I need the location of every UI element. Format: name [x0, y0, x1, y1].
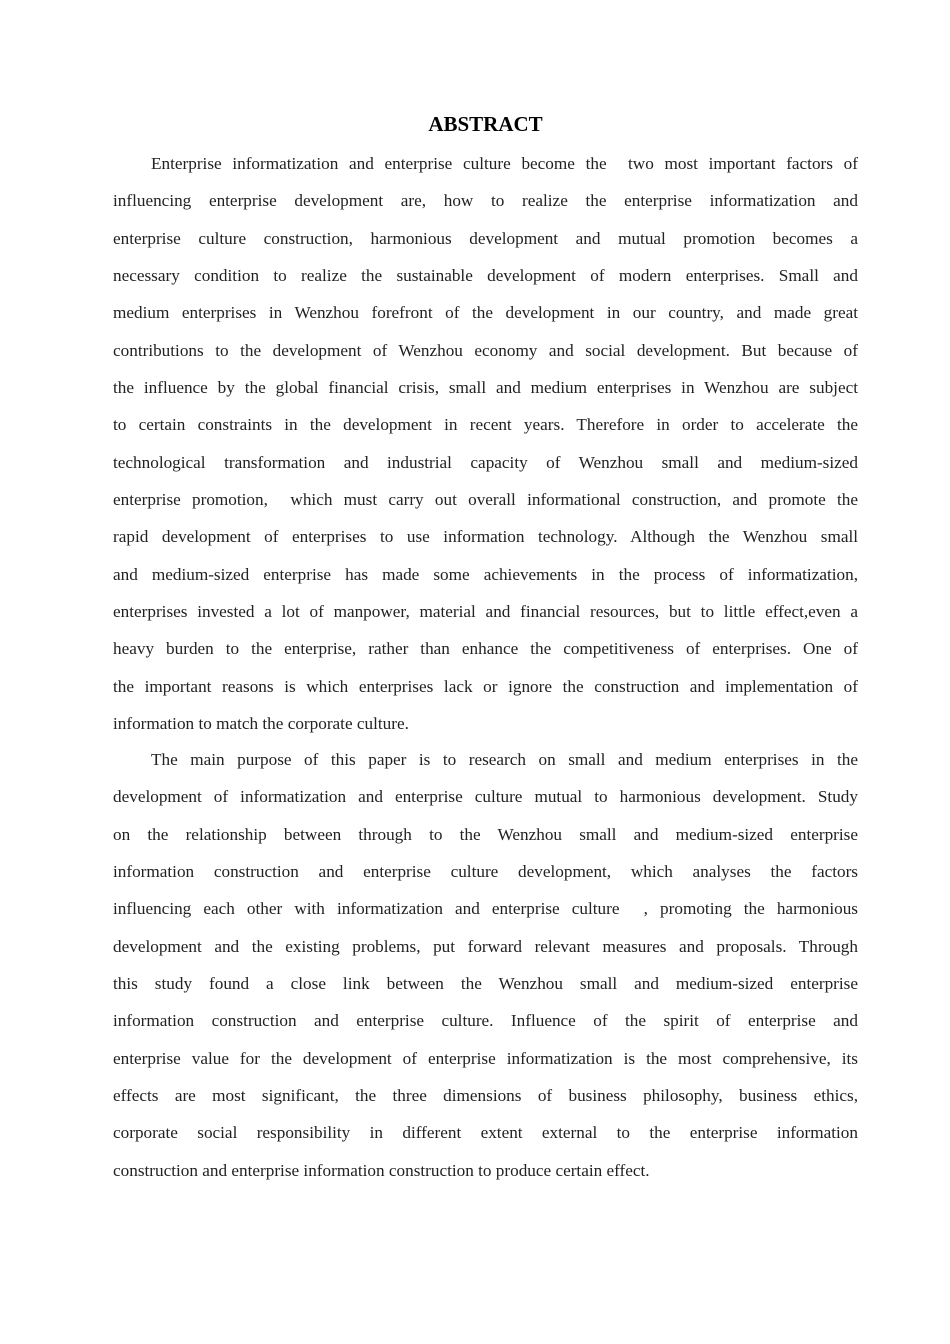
abstract-paragraph-2: [113, 741, 858, 1189]
text-line: rapid development of enterprises to use information technology. Although the Wenzhou small: [113, 527, 858, 547]
text-line: heavy burden to the enterprise, rather than enhance the competitiveness of enterprises. One of: [113, 639, 858, 659]
text-line: to certain constraints in the development in recent years. Therefore in order to accelerate the: [113, 415, 858, 435]
text-line: information construction and enterprise culture. Influence of the spirit of enterprise and: [113, 1011, 858, 1031]
text-line: technological transformation and industrial capacity of Wenzhou small and medium-sized: [113, 452, 858, 472]
text-line: The main purpose of this paper is to research on small and medium enterprises in the: [151, 750, 858, 769]
text-line: and medium-sized enterprise has made some achievements in the process of informatization,: [113, 564, 858, 584]
text-line: Enterprise informatization and enterprise culture become the two most important factors of: [151, 154, 858, 173]
text-line: enterprise promotion, which must carry out overall informational construction, and promote the: [113, 490, 858, 510]
text-line: construction and enterprise information construction to produce certain effect.: [113, 1160, 650, 1180]
text-line: development of informatization and enterprise culture mutual to harmonious development. Study: [113, 787, 858, 807]
abstract-paragraph-1: [113, 145, 858, 743]
text-line: enterprise culture construction, harmonious development and mutual promotion becomes a: [113, 228, 858, 248]
text-line: necessary condition to realize the sustainable development of modern enterprises. Small and: [113, 266, 858, 286]
text-line: influencing each other with informatization and enterprise culture , promoting the harmonious: [113, 899, 858, 919]
text-line: medium enterprises in Wenzhou forefront of the development in our country, and made great: [113, 303, 858, 323]
text-line: influencing enterprise development are, how to realize the enterprise informatization and: [113, 191, 858, 211]
text-line: enterprise value for the development of enterprise informatization is the most comprehensive, its: [113, 1048, 858, 1068]
text-line: development and the existing problems, put forward relevant measures and proposals. Through: [113, 936, 858, 956]
abstract-heading: ABSTRACT: [428, 112, 543, 136]
text-line: the influence by the global financial crisis, small and medium enterprises in Wenzhou are subject: [113, 378, 858, 398]
text-line: the important reasons is which enterprises lack or ignore the construction and implementation of: [113, 676, 858, 696]
text-line: on the relationship between through to the Wenzhou small and medium-sized enterprise: [113, 824, 858, 844]
text-line: enterprises invested a lot of manpower, material and financial resources, but to little effect,even a: [113, 602, 858, 622]
text-line: information construction and enterprise culture development, which analyses the factors: [113, 862, 858, 882]
text-line: corporate social responsibility in different extent external to the enterprise information: [113, 1123, 858, 1143]
text-line: this study found a close link between the Wenzhou small and medium-sized enterprise: [113, 974, 858, 994]
text-line: information to match the corporate culture.: [113, 714, 409, 734]
text-line: effects are most significant, the three dimensions of business philosophy, business ethics,: [113, 1086, 858, 1106]
text-line: contributions to the development of Wenzhou economy and social development. But because of: [113, 340, 858, 360]
